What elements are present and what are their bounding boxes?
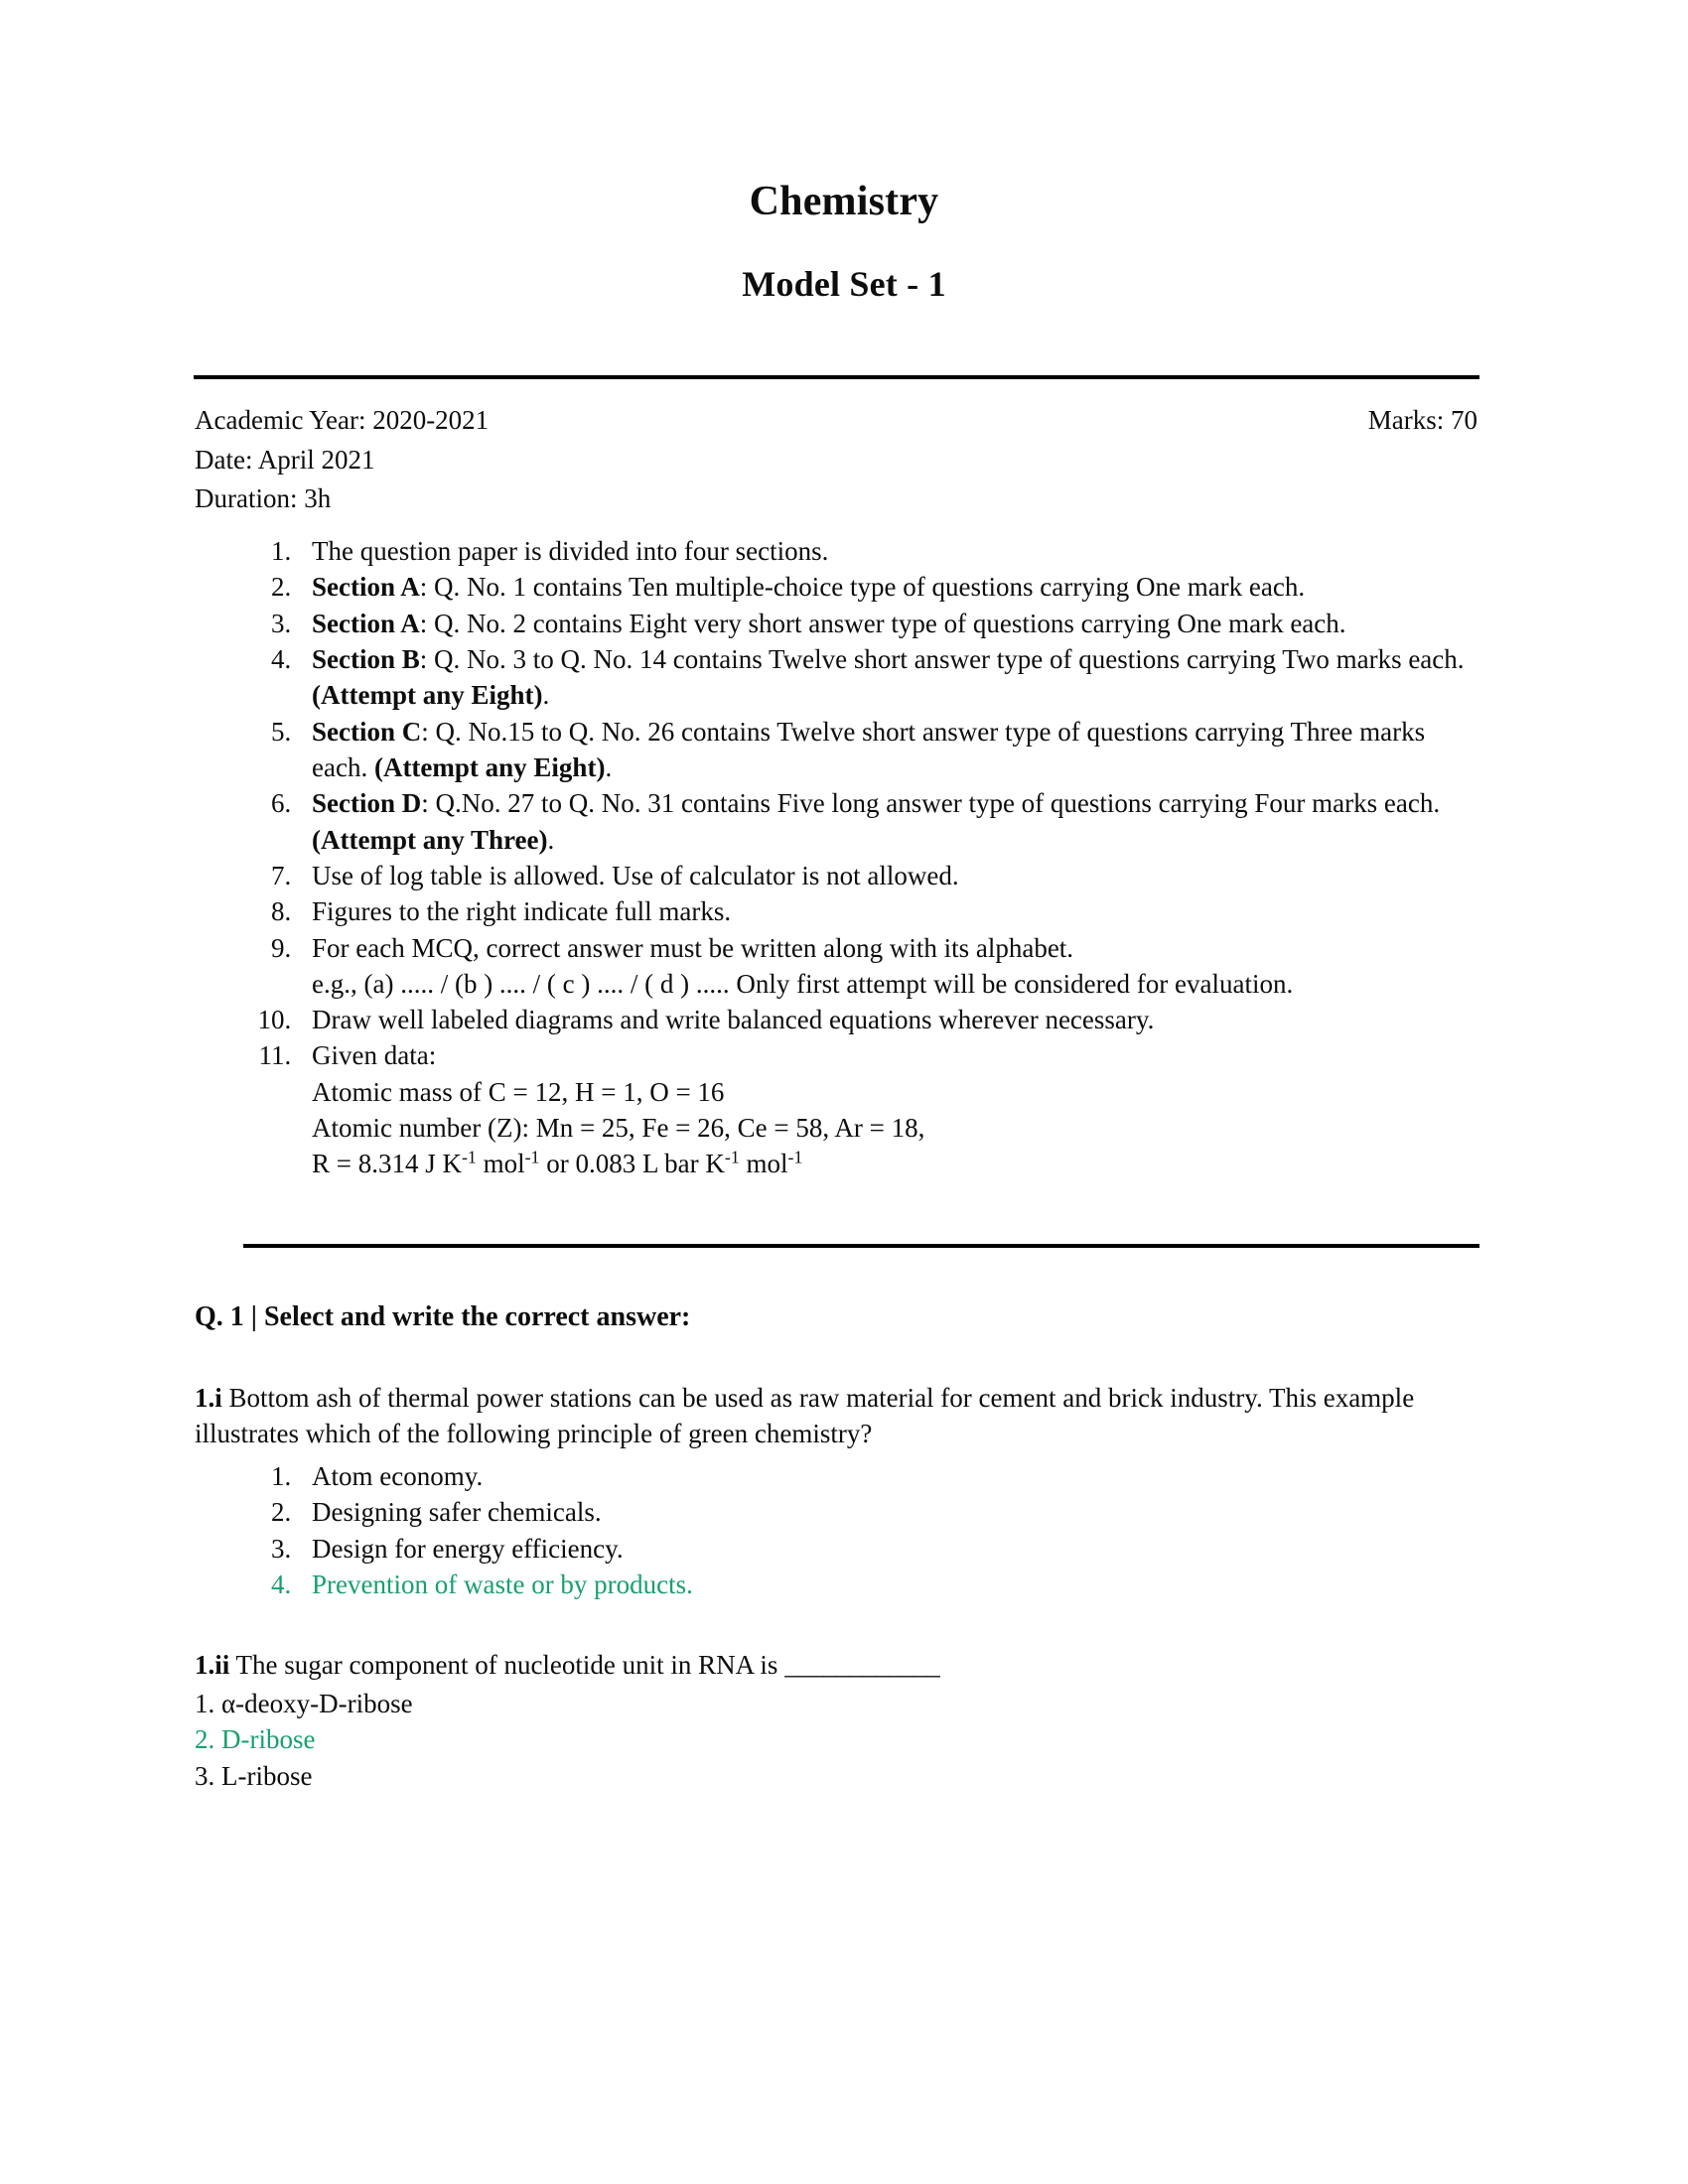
exponent: -1 — [462, 1148, 477, 1168]
page-subtitle: Model Set - 1 — [742, 264, 946, 304]
instruction-item — [298, 533, 1477, 569]
instruction-item — [298, 606, 1477, 641]
page-title: Chemistry — [749, 179, 939, 224]
instruction-section-label: Section A — [312, 608, 420, 638]
instruction-item — [298, 569, 1477, 605]
option-item[interactable]: 2. Designing safer chemicals. — [298, 1494, 1477, 1530]
instruction-attempt-note: (Attempt any Eight) — [373, 751, 606, 782]
instruction-text: : Q.No. 27 to Q. No. 31 contains Five long answer type of questions carrying Four marks each. — [421, 788, 1441, 819]
instruction-text: Given data: — [312, 1040, 437, 1071]
given-data-gas-constant — [312, 1146, 1477, 1181]
instruction-tail: . — [605, 751, 613, 782]
academic-year: Academic Year: 2020-2021 — [195, 405, 490, 435]
total-marks: Marks: 70 — [1367, 405, 1477, 435]
title-block — [0, 0, 1688, 302]
answer-blank: ____________ — [784, 1650, 940, 1681]
instruction-item — [298, 893, 1477, 929]
instruction-text: : Q. No. 3 to Q. No. 14 contains Twelve short answer type of questions carrying Two marks each. — [419, 644, 1465, 674]
meta-row-duration — [195, 479, 1477, 519]
question-text: The sugar component of nucleotide unit in RNA is — [229, 1650, 785, 1681]
instruction-subline: e.g., (a) ..... / (b ) .... / ( c ) .... / ( d ) ..... Only first attempt will be considered for evaluation. — [312, 968, 1294, 999]
exam-duration: Duration: 3h — [195, 483, 332, 514]
formula-text: mol — [739, 1149, 788, 1179]
question-text: Bottom ash of thermal power stations can be used as raw material for cement and brick industry. This example illustrates which of the following principle of green chemistry? — [195, 1383, 1415, 1448]
instruction-section-label: Section B — [312, 644, 420, 674]
instruction-section-label: Section C — [312, 716, 422, 747]
question-number: 1.i — [195, 1383, 222, 1414]
exponent: -1 — [724, 1148, 740, 1168]
question-group-heading: Q. 1 | Select and write the correct answer: — [195, 1300, 691, 1332]
option-item[interactable]: 1. Atom economy. — [298, 1458, 1477, 1494]
option-list — [195, 1452, 1477, 1602]
instruction-tail: . — [547, 824, 555, 855]
instruction-item — [298, 641, 1477, 714]
instruction-item — [298, 858, 1477, 893]
questions-container — [195, 1335, 1477, 1794]
instruction-section-label: Section A — [312, 572, 420, 603]
instructions-list — [0, 519, 1688, 1182]
option-list — [195, 1684, 1477, 1794]
instruction-item — [298, 1002, 1477, 1037]
meta-row-year — [195, 401, 1477, 441]
instruction-text: For each MCQ, correct answer must be written along with its alphabet. — [312, 932, 1074, 963]
option-item[interactable]: 3. L-ribose — [195, 1760, 313, 1791]
instruction-text: : Q. No. 2 contains Eight very short answer type of questions carrying One mark each. — [419, 608, 1346, 638]
option-item[interactable]: 1. α-deoxy-D-ribose — [195, 1689, 413, 1719]
given-data-line: Atomic number (Z): Mn = 25, Fe = 26, Ce = 58, Ar = 18, — [312, 1113, 925, 1144]
question-stem — [195, 1335, 1477, 1452]
formula-text: or 0.083 L bar K — [539, 1149, 725, 1179]
exponent: -1 — [524, 1148, 540, 1168]
instruction-item — [298, 930, 1477, 1003]
given-data-line: Atomic mass of C = 12, H = 1, O = 16 — [312, 1076, 725, 1107]
option-item[interactable]: 3. Design for energy efficiency. — [298, 1531, 1477, 1567]
instruction-item — [298, 1037, 1477, 1181]
instruction-text: : Q. No.15 to Q. No. 26 contains Twelve short answer type of questions carrying Three marks each. — [312, 716, 1426, 782]
option-item-correct[interactable]: 2. D-ribose — [195, 1724, 316, 1755]
instruction-text: Draw well labeled diagrams and write balanced equations wherever necessary. — [312, 1005, 1155, 1035]
instruction-text: Use of log table is allowed. Use of calculator is not allowed. — [312, 860, 959, 890]
exam-date: Date: April 2021 — [195, 444, 375, 475]
formula-text: mol — [476, 1149, 525, 1179]
option-item-correct[interactable]: 4. Prevention of waste or by products. — [298, 1567, 1477, 1602]
formula-text: R = 8.314 J K — [312, 1149, 462, 1179]
instruction-text: : Q. No. 1 contains Ten multiple-choice type of questions carrying One mark each. — [419, 572, 1306, 603]
exponent: -1 — [787, 1148, 803, 1168]
question-stem — [195, 1602, 1477, 1684]
instruction-text: The question paper is divided into four sections. — [312, 536, 829, 567]
instruction-text: Figures to the right indicate full marks. — [312, 896, 732, 927]
instruction-section-label: Section D — [312, 788, 422, 819]
meta-row-date — [195, 441, 1477, 480]
instruction-tail: . — [542, 680, 550, 711]
exam-meta — [0, 379, 1688, 519]
instruction-item — [298, 714, 1477, 786]
instruction-attempt-note: (Attempt any Eight) — [312, 680, 543, 711]
question-number: 1.ii — [195, 1650, 230, 1681]
instruction-attempt-note: (Attempt any Three) — [312, 824, 548, 855]
question-section — [0, 1248, 1688, 1794]
instruction-item — [298, 785, 1477, 858]
